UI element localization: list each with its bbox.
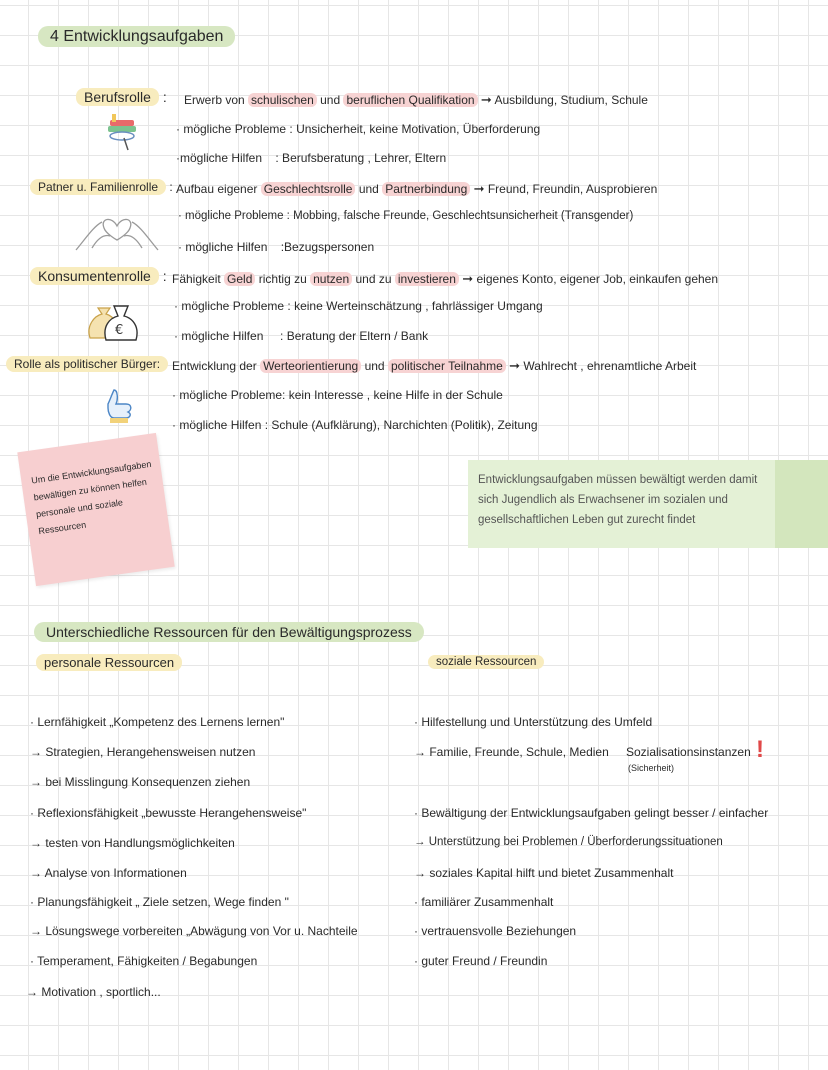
page-title: 4 Entwicklungsaufgaben (38, 28, 235, 46)
list-item: · guter Freund / Freundin (414, 954, 548, 968)
role-problems: · mögliche Probleme : Unsicherheit, keine Motivation, Überforderung (176, 122, 541, 136)
list-item: · Planungsfähigkeit „ Ziele setzen, Wege finden " (30, 895, 289, 909)
list-item: → soziales Kapital hilft und bietet Zusammenhalt (414, 866, 674, 880)
list-item: → Lösungswege vorbereiten „Abwägung von Vor u. Nachteile (30, 924, 358, 938)
role-help: · mögliche Hilfen :Bezugspersonen (178, 240, 375, 254)
role-line: Entwicklung der Werteorientierung und politischer Teilnahme ➞ Wahlrecht , ehrenamtliche Arbeit (172, 358, 697, 373)
role-problems: · mögliche Probleme: kein Interesse , keine Hilfe in der Schule (172, 388, 503, 402)
list-item: · Bewältigung der Entwicklungsaufgaben gelingt besser / einfacher (414, 806, 769, 820)
list-item: → bei Misslingung Konsequenzen ziehen (30, 775, 251, 789)
list-item: → Analyse von Informationen (30, 866, 187, 880)
list-item: → Familie, Freunde, Schule, Medien (414, 745, 609, 759)
role-label-konsumentenrolle: Konsumentenrolle : (30, 268, 167, 284)
role-line: Aufbau eigener Geschlechtsrolle und Partnerbindung ➞ Freund, Freundin, Ausprobieren (176, 181, 658, 196)
books-lamp-icon (102, 112, 144, 152)
list-item: · Hilfestellung und Unterstützung des Umfeld (414, 715, 653, 729)
role-label-buerger: Rolle als politischer Bürger: (6, 357, 168, 371)
list-item: → Motivation , sportlich... (26, 985, 161, 999)
resources-title: Unterschiedliche Ressourcen für den Bewältigungsprozess (34, 624, 424, 640)
role-line: Fähigkeit Geld richtig zu nutzen und zu investieren ➞ eigenes Konto, eigener Job, einkaufen gehen (172, 271, 719, 286)
role-help: ·mögliche Hilfen : Berufsberatung , Lehrer, Eltern (176, 151, 447, 165)
list-item: · Lernfähigkeit „Kompetenz des Lernens lernen" (30, 715, 285, 729)
list-item: → Unterstützung bei Problemen / Überforderungssituationen (414, 836, 723, 848)
thumbs-up-hand-icon (104, 386, 136, 426)
role-help: · mögliche Hilfen : Beratung der Eltern / Bank (174, 329, 429, 343)
social-resources-title: soziale Ressourcen (428, 656, 544, 668)
role-label-berufsrolle: Berufsrolle : (76, 89, 167, 105)
side-sub: (Sicherheit) (628, 763, 675, 773)
role-help: · mögliche Hilfen : Schule (Aufklärung), Narchichten (Politik), Zeitung (172, 418, 538, 432)
money-bags-icon (84, 296, 144, 342)
note-accent (775, 460, 828, 548)
svg-text:€: € (115, 323, 124, 338)
personal-resources-title: personale Ressourcen (36, 655, 182, 670)
role-problems: · mögliche Probleme : Mobbing, falsche Freunde, Geschlechtsunsicherheit (Transgender) (178, 210, 634, 222)
hands-heart-icon (72, 208, 162, 254)
side-label: Sozialisationsinstanzen (626, 745, 751, 759)
role-label-familienrolle: Patner u. Familienrolle : (30, 180, 173, 194)
exclamation-icon: ! (756, 736, 764, 763)
list-item: → testen von Handlungsmöglichkeiten (30, 836, 235, 850)
role-line: Erwerb von schulischen und beruflichen Qualifikation ➞ Ausbildung, Studium, Schule (184, 92, 648, 107)
definition-note: Entwicklungsaufgaben müssen bewältigt werden damit sich Jugendlich als Erwachsener im sozialen und gesellschaftlichen Leben gut zurecht findet (468, 460, 775, 548)
list-item: · Temperament, Fähigkeiten / Begabungen (30, 954, 258, 968)
role-problems: · mögliche Probleme : keine Werteinschätzung , fahrlässiger Umgang (174, 299, 543, 313)
sticky-note: Um die Entwicklungsaufgaben bewältigen zu können helfen personale und soziale Ressourcen (17, 433, 174, 586)
list-item: → Strategien, Herangehensweisen nutzen (30, 745, 256, 759)
list-item: · familiärer Zusammenhalt (414, 895, 554, 909)
list-item: · Reflexionsfähigkeit „bewusste Herangehensweise" (30, 806, 307, 820)
list-item: · vertrauensvolle Beziehungen (414, 924, 577, 938)
